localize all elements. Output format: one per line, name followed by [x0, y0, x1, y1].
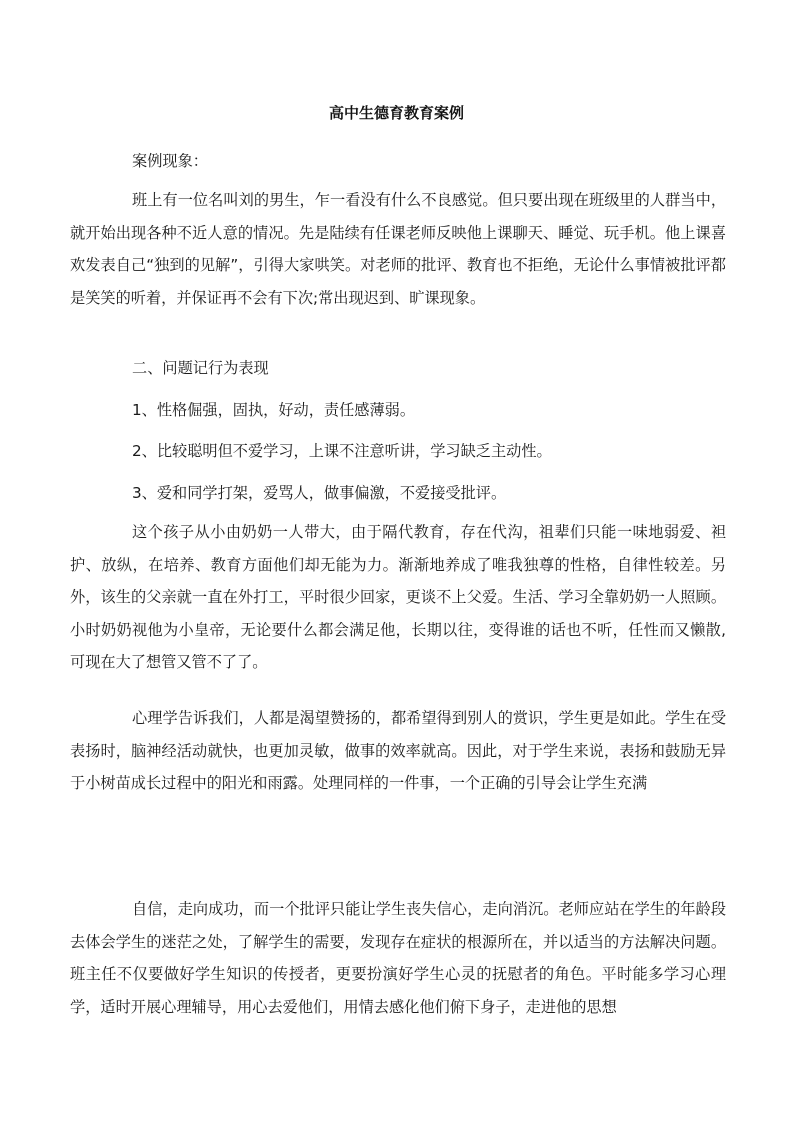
confidence-paragraph: 自信，走向成功，而一个批评只能让学生丧失信心，走向消沉。老师应站在学生的年龄段去体会学生的迷茫之处，了解学生的需要，发现存在症状的根源所在，并以适当的方法解决问题。班主任不仅要做好学生知识的传授者，更要扮演好学生心灵的抚慰者的角色。平时能多学习心理学，适时开展心理辅导，用心去爱他们，用情去感化他们俯下身子，走进他的思想	[70, 900, 726, 1016]
background-paragraph: 这个孩子从小由奶奶一人带大，由于隔代教育，存在代沟，祖辈们只能一味地弱爱、袒护、放纵，在培养、教育方面他们却无能为力。渐渐地养成了唯我独尊的性格，自律性较差。另外，该生的父亲就一直在外打工，平时很少回家，更谈不上父爱。生活、学习全靠奶奶一人照顾。小时奶奶视他为小皇帝，无论要什么都会满足他，长期以往，变得谁的话也不听，任性而又懒散,可现在大了想管又管不了了。	[70, 523, 726, 672]
psychology-paragraph: 心理学告诉我们，人都是渴望赞扬的，都希望得到别人的赏识，学生更是如此。学生在受表扬时，脑神经活动就快，也更加灵敏，做事的效率就高。因此，对于学生来说，表扬和鼓励无异于小树苗成长过程中的阳光和雨露。处理同样的一件事，一个正确的引导会让学生充满	[70, 709, 726, 793]
problem-item-2: 2、比较聪明但不爱学习，上课不注意听讲，学习缺乏主动性。	[132, 442, 552, 460]
problem-section-label: 二、问题记行为表现	[132, 359, 269, 377]
case-section-label: 案例现象：	[132, 152, 208, 170]
problem-item-3: 3、爱和同学打架，爱骂人，做事偏激，不爱接受批评。	[132, 484, 507, 502]
document-title: 高中生德育教育案例	[328, 104, 464, 122]
problem-item-1: 1、性格倔强，固执，好动，责任感薄弱。	[132, 401, 416, 419]
case-description-paragraph: 班上有一位名叫刘的男生，乍一看没有什么不良感觉。但只要出现在班级里的人群当中，就开始出现各种不近人意的情况。先是陆续有任课老师反映他上课聊天、睡觉、玩手机。他上课喜欢发表自己“独到的见解”，引得大家哄笑。对老师的批评、教育也不拒绝，无论什么事情被批评都是笑笑的听着，并保证再不会有下次;常出现迟到、旷课现象。	[70, 191, 726, 307]
